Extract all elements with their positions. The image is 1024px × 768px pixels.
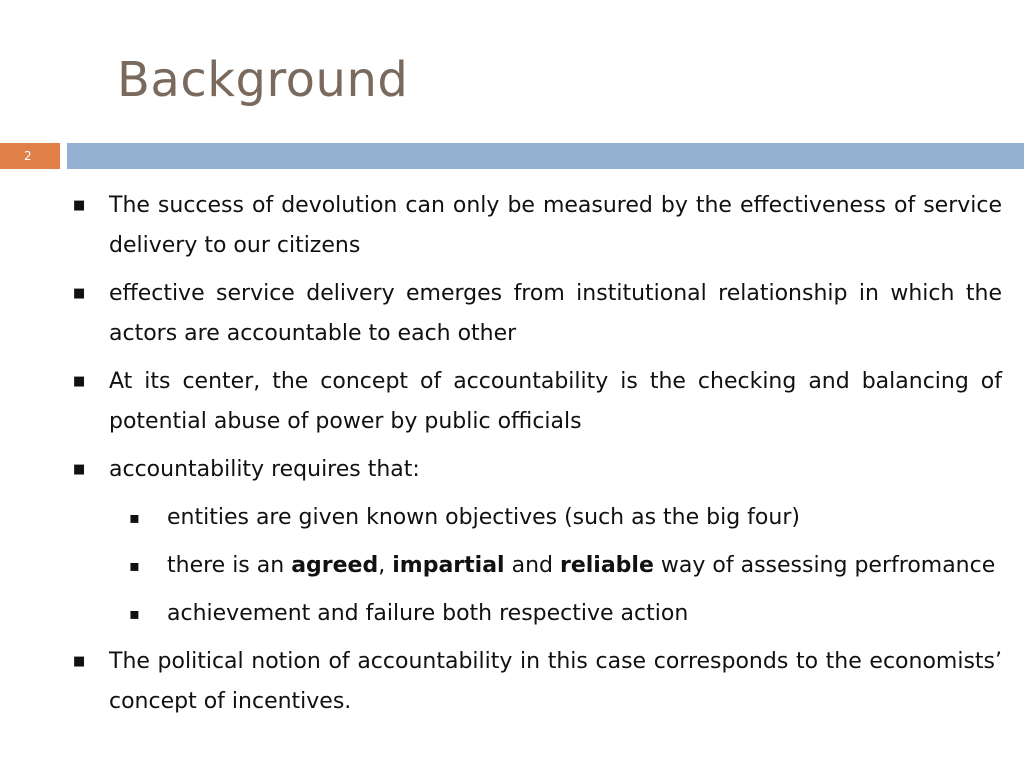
sub-bullet-text: there is an xyxy=(167,553,292,578)
bullet-item: ■ The political notion of accountability in this case corresponds to the economists’ concept of incentives. xyxy=(72,642,1002,722)
header-accent-bar xyxy=(67,143,1024,169)
sub-bullet-item xyxy=(72,546,1002,586)
bullet-item: ■ accountability requires that: xyxy=(72,450,1002,490)
sub-bullet-item: ▪ entities are given known objectives (such as the big four) xyxy=(72,498,1002,538)
sub-bullet-text: , xyxy=(378,553,393,578)
bold-reliable: reliable xyxy=(559,553,654,578)
bullet-item: ■ The success of devolution can only be measured by the effectiveness of service delivery to our citizens xyxy=(72,186,1002,266)
bullet-item: ■ effective service delivery emerges from institutional relationship in which the actors are accountable to each other xyxy=(72,274,1002,354)
bullet-item: ■ At its center, the concept of accountability is the checking and balancing of potential abuse of power by public officials xyxy=(72,362,1002,442)
bold-agreed: agreed xyxy=(291,553,379,578)
bold-impartial: impartial xyxy=(392,553,505,578)
slide-title: Background xyxy=(117,52,409,108)
page-number: 2 xyxy=(24,149,32,163)
slide-body xyxy=(72,186,1002,730)
sub-bullet-item: ▪ achievement and failure both respective action xyxy=(72,594,1002,634)
sub-bullet-text: way of assessing perfromance xyxy=(653,553,996,578)
page-number-badge xyxy=(0,143,60,169)
sub-bullet-text: and xyxy=(504,553,560,578)
